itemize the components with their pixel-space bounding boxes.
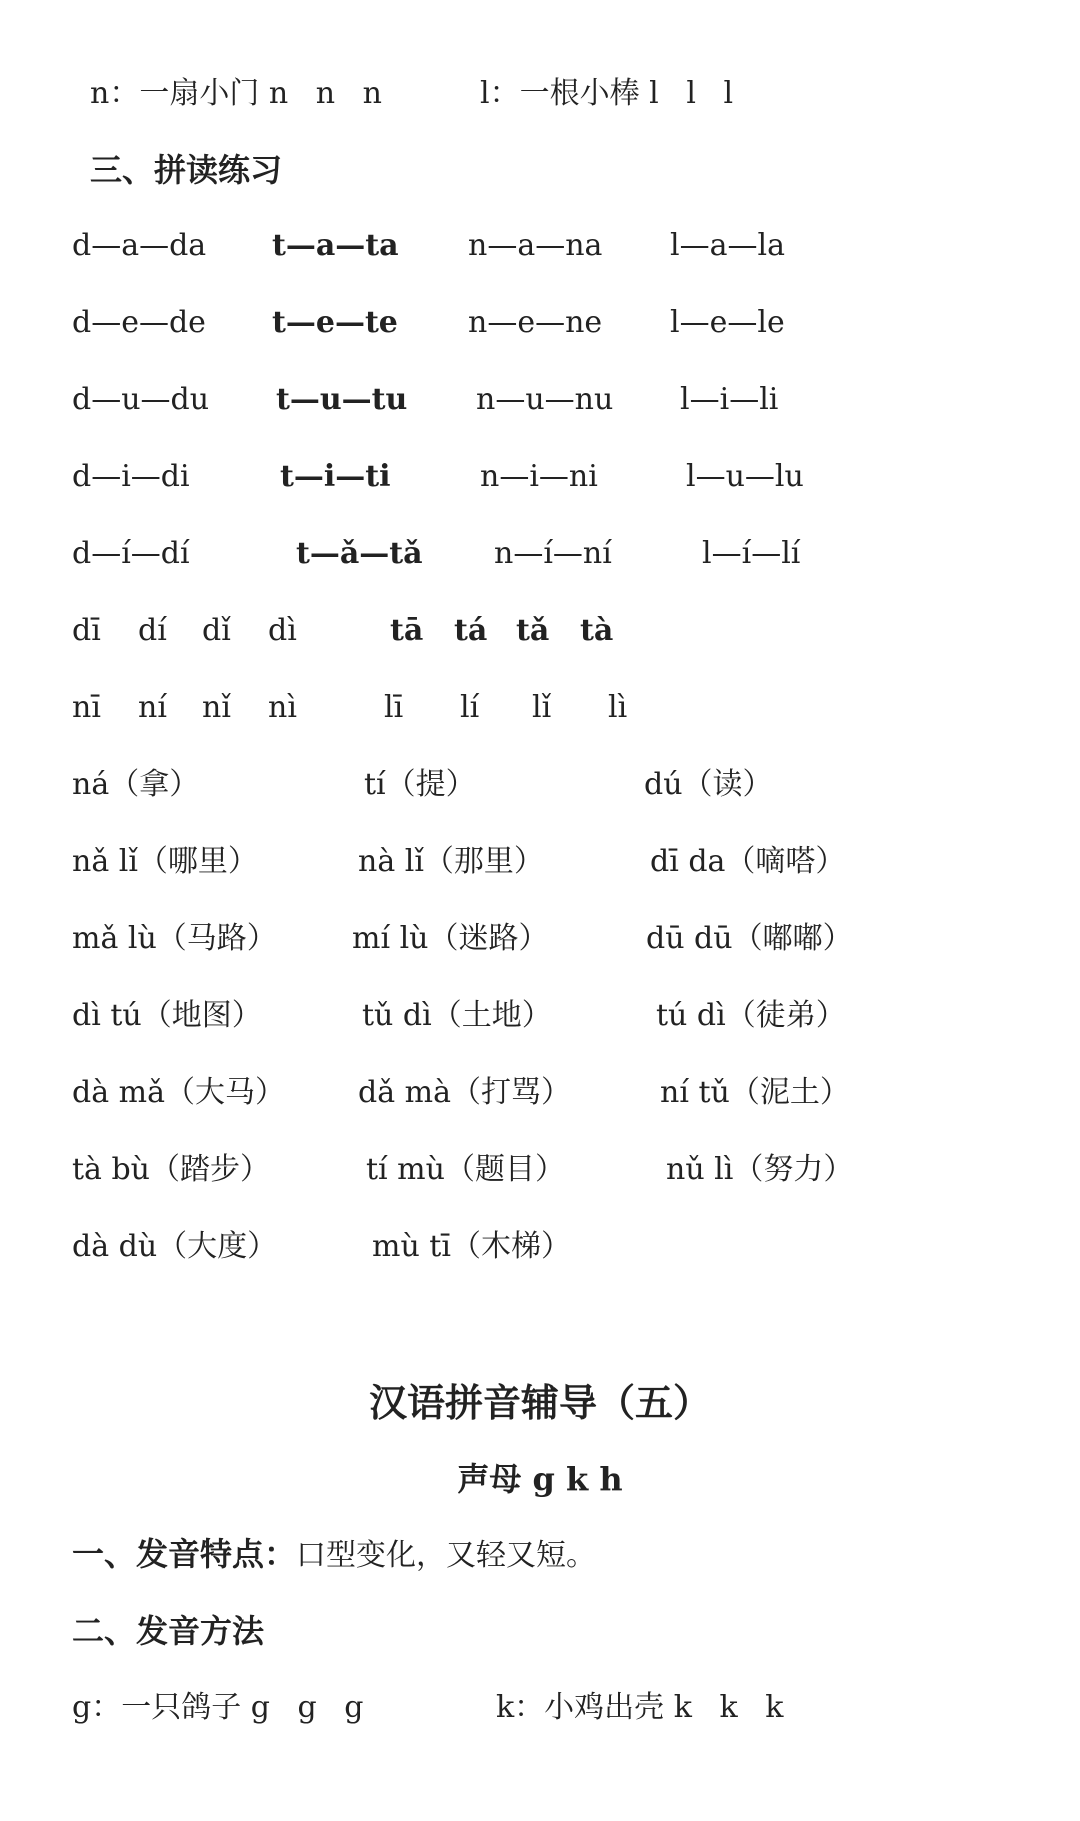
mnemonic-g <box>72 1684 364 1732</box>
lesson-subtitle: 声母 g k h <box>457 1460 623 1498</box>
spelling-row <box>72 453 1040 501</box>
spelling-row <box>72 376 1040 424</box>
letter: l <box>686 76 696 111</box>
tone-syllable: tǎ <box>516 613 550 648</box>
spelling-item: d—u—du <box>72 382 210 417</box>
spelling-item: d—í—dí <box>72 536 190 571</box>
word-row <box>72 761 1040 809</box>
spelling-item: t—u—tu <box>276 382 408 417</box>
spelling-item: l—í—lí <box>702 536 801 571</box>
word-item: dī da（嘀嗒） <box>650 844 846 879</box>
spelling-item: n—e—ne <box>468 305 603 340</box>
tone-syllable: dǐ <box>202 613 231 648</box>
word-row <box>72 1069 1040 1117</box>
spelling-item: t—i—ti <box>280 459 391 494</box>
tone-syllable: nì <box>268 690 297 725</box>
tone-syllable: tā <box>390 613 424 648</box>
letter: k <box>673 1690 692 1725</box>
letter: k <box>765 1690 784 1725</box>
word-item: tà bù（踏步） <box>72 1152 271 1187</box>
mnemonic-g-label: g：一只鸽子 <box>72 1690 242 1725</box>
mnemonic-k <box>496 1684 783 1732</box>
tone-syllable: tá <box>454 613 488 648</box>
tone-syllable: lí <box>460 690 480 725</box>
spelling-item: n—í—ní <box>494 536 612 571</box>
mnemonic-n <box>90 70 382 118</box>
tone-syllable: ní <box>138 690 167 725</box>
tone-syllable: nī <box>72 690 101 725</box>
letter: g <box>250 1690 270 1725</box>
letter: n <box>362 76 382 111</box>
word-item: tǔ dì（土地） <box>362 998 552 1033</box>
lesson-title: 汉语拼音辅导（五） <box>368 1380 711 1425</box>
word-item: tú dì（徒弟） <box>656 998 846 1033</box>
mnemonic-l <box>480 70 733 118</box>
tone-syllable: dī <box>72 613 101 648</box>
method-heading: 二、发音方法 <box>72 1612 265 1650</box>
word-row <box>72 838 1040 886</box>
word-item: dú（读） <box>644 767 773 802</box>
word-row <box>72 915 1040 963</box>
word-row <box>72 1223 1040 1271</box>
spelling-item: d—a—da <box>72 228 207 263</box>
tone-syllable: tà <box>580 613 614 648</box>
word-item: tí mù（题目） <box>366 1152 565 1187</box>
spelling-item: l—i—li <box>680 382 779 417</box>
word-item: nǔ lì（努力） <box>666 1152 854 1187</box>
word-item: mí lù（迷路） <box>352 921 549 956</box>
tone-syllable: dì <box>268 613 297 648</box>
word-row <box>72 992 1040 1040</box>
word-item: mù tī（木梯） <box>372 1229 571 1264</box>
spelling-item: l—u—lu <box>686 459 804 494</box>
spelling-item: l—e—le <box>670 305 785 340</box>
word-item: dū dū（嘟嘟） <box>646 921 853 956</box>
tone-syllable: lī <box>384 690 404 725</box>
word-item: nà lǐ（那里） <box>358 844 544 879</box>
spelling-item: l—a—la <box>670 228 785 263</box>
spelling-item: t—a—ta <box>272 228 399 263</box>
mnemonic-row-g-k <box>72 1684 1040 1732</box>
word-item: tí（提） <box>364 767 476 802</box>
spelling-item: d—e—de <box>72 305 206 340</box>
word-item: dǎ mà（打骂） <box>358 1075 571 1110</box>
spelling-item: n—a—na <box>468 228 603 263</box>
letter: n <box>315 76 336 111</box>
spelling-item: t—ǎ—tǎ <box>296 536 423 571</box>
letter: g <box>344 1690 364 1725</box>
word-item: mǎ lù（马路） <box>72 921 277 956</box>
practice-heading: 三、拼读练习 <box>90 151 283 189</box>
word-row <box>72 1146 1040 1194</box>
spelling-item: n—i—ni <box>480 459 598 494</box>
word-item: nǎ lǐ（哪里） <box>72 844 258 879</box>
letter: n <box>268 76 289 111</box>
tone-syllable: dí <box>138 613 167 648</box>
word-item: ní tǔ（泥土） <box>660 1075 850 1110</box>
spelling-item: t—e—te <box>272 305 398 340</box>
spelling-item: d—i—di <box>72 459 190 494</box>
tone-row <box>72 684 1040 732</box>
letter: l <box>723 76 734 111</box>
mnemonic-l-label: l：一根小棒 <box>480 76 640 111</box>
tone-row <box>72 607 1040 655</box>
tone-syllable: lǐ <box>532 690 552 725</box>
spelling-row <box>72 299 1040 347</box>
feature-line <box>72 1530 1040 1578</box>
word-item: dà dù（大度） <box>72 1229 278 1264</box>
feature-heading: 一、发音特点： <box>72 1535 297 1573</box>
letter: g <box>297 1690 317 1725</box>
spelling-row <box>72 222 1040 270</box>
spelling-row <box>72 530 1040 578</box>
tone-syllable: lì <box>608 690 628 725</box>
feature-text: 口型变化，又轻又短。 <box>296 1538 597 1573</box>
mnemonic-row-n-l <box>72 70 1040 118</box>
word-item: dì tú（地图） <box>72 998 262 1033</box>
word-item: ná（拿） <box>72 767 200 802</box>
letter: l <box>649 76 659 111</box>
mnemonic-k-label: k：小鸡出壳 <box>496 1690 665 1725</box>
spelling-item: n—u—nu <box>476 382 614 417</box>
tone-syllable: nǐ <box>202 690 231 725</box>
letter: k <box>719 1690 738 1725</box>
mnemonic-n-label: n：一扇小门 <box>90 76 260 111</box>
word-item: dà mǎ（大马） <box>72 1075 285 1110</box>
